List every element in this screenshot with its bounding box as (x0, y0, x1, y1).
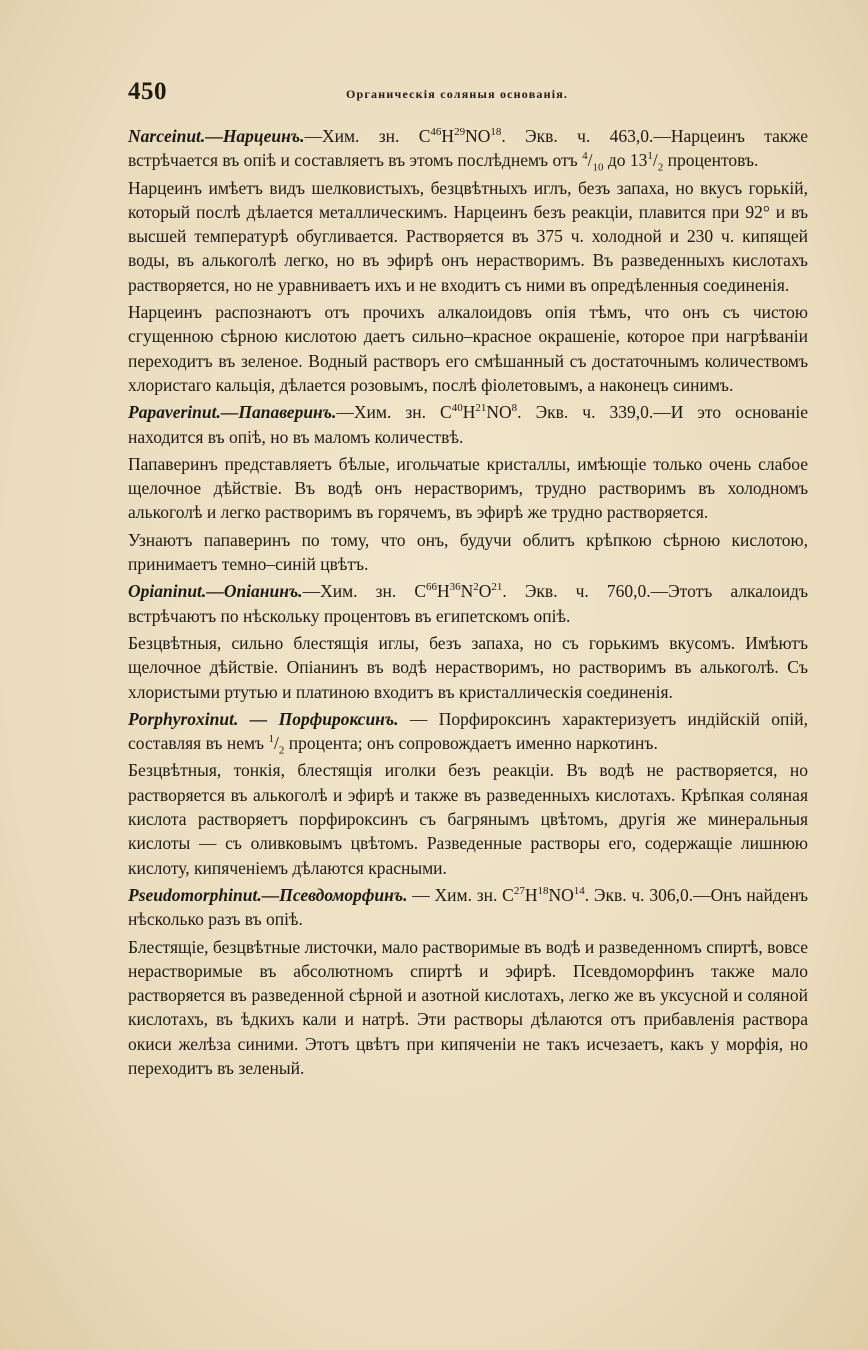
entry-text: NO (465, 126, 491, 146)
subscript-c: 40 (451, 402, 463, 415)
entry-text: . Экв. ч. 463,0.—Нарцеинъ также встрѣчается въ опіѣ и составляетъ въ этомъ послѣднемъ отъ (128, 126, 808, 171)
entry-text: —Хим. зн. C (336, 402, 452, 423)
paragraph-papaverin-properties: Папаверинъ представляетъ бѣлые, игольчатые кристаллы, имѣющіе только очень слабое щелочное дѣйствіе. Въ водѣ онъ нерастворимъ, трудно растворимъ въ холодномъ алькоголѣ и легко растворимъ въ горячемъ, въ эфирѣ же трудно растворяется. (128, 453, 808, 523)
entry-text: NO (486, 402, 512, 423)
running-head: Органическія соляныя основанія. (346, 87, 569, 101)
paragraph-pseudomorphin-properties: Блестящіе, безцвѣтные листочки, мало растворимые въ водѣ и разведенномъ спиртѣ, вовсе нерастворимые въ абсолютномъ спиртѣ и эфирѣ. Псевдоморфинъ также мало растворяется въ разведенной сѣрной и азотной кислотахъ, легко же въ уксусной и соляной кислотахъ, въ ѣдкихъ кали и натрѣ. Эти растворы дѣлаются отъ прибавленія раствора окиси желѣза синими. Этотъ цвѣтъ при кипяченіи не такъ исчезаетъ, какъ у морфія, но переходитъ въ зеленый. (128, 936, 808, 1078)
latin-name: Porphyroxinut. (128, 708, 239, 729)
page-number: 450 (128, 78, 167, 105)
subscript-c: 27 (513, 885, 525, 898)
separator: — (205, 126, 223, 146)
page-text (128, 124, 808, 1083)
entry-text: NO (548, 884, 574, 905)
entry-text: — Хим. зн. C (407, 884, 514, 905)
entry-text: . Экв. ч. 306,0.—Онъ найденъ нѣсколько разъ въ опіѣ. (128, 884, 808, 930)
subscript-o: 18 (490, 126, 502, 139)
entry-text: H (437, 581, 450, 602)
fraction-slash: / (273, 733, 279, 754)
latin-name: Papaverinut. (128, 402, 221, 423)
entry-text: H (441, 126, 455, 146)
entry-text: N (460, 581, 474, 602)
paragraph-narcein-detection: Нарцеинъ распознаютъ отъ прочихъ алкалоидовъ опія тѣмъ, что онъ съ чистою сгущенною сѣрною кислотою даетъ сильно–красное окрашеніе, которое при нагрѣваніи переходитъ въ зеленое. Водный растворъ его смѣшанный съ достаточнымъ количествомъ хлористаго кальція, дѣлается розовымъ, послѣ фіолетовымъ, а наконецъ синимъ. (128, 302, 808, 395)
entry-papaverin (128, 400, 808, 449)
entry-narcein (128, 124, 808, 173)
russian-name: Псевдоморфинъ. (279, 884, 408, 905)
subscript-h: 36 (449, 581, 461, 594)
subscript-o: 21 (491, 581, 503, 594)
entry-text: H (524, 884, 538, 905)
subscript-h: 21 (475, 402, 487, 415)
subscript-c: 66 (426, 581, 437, 594)
subscript-o: 14 (573, 885, 585, 898)
entry-text: — Порфироксинъ характеризуетъ индійскій опій, составляя въ немъ (128, 708, 808, 754)
latin-name: Opianinut. (128, 581, 207, 602)
entry-text: H (462, 402, 476, 423)
entry-text: . Экв. ч. 760,0.—Этотъ алкалоидъ встрѣчаютъ по нѣскольку процентовъ въ египетскомъ опіѣ. (128, 581, 809, 626)
russian-name: Папаверинъ. (238, 402, 337, 423)
fraction-numerator: 1 (268, 733, 274, 746)
separator: — (206, 581, 224, 602)
page-header (128, 78, 808, 110)
entry-opianin (128, 579, 808, 628)
entry-text: процента; онъ сопровождаетъ именно наркотинъ. (284, 733, 658, 754)
subscript-o: 8 (511, 402, 518, 415)
fraction-slash: / (652, 150, 658, 171)
entry-text: до 13 (603, 150, 648, 171)
fraction-numerator: 1 (647, 150, 653, 163)
subscript-h: 29 (454, 126, 466, 139)
russian-name: Нарцеинъ. (222, 126, 305, 146)
entry-text: O (478, 581, 492, 602)
paragraph-opianin-properties: Безцвѣтныя, сильно блестящія иглы, безъ запаха, но съ горькимъ вкусомъ. Имѣютъ щелочное дѣйствіе. Опіанинъ въ водѣ нерастворимъ, но растворимъ въ алькоголѣ. Съ хлористыми ртутью и платиною входитъ въ кристаллическія соединенія. (128, 632, 808, 702)
russian-name: Порфироксинъ. (278, 708, 399, 729)
subscript-c: 46 (430, 126, 442, 139)
paragraph-narcein-properties: Нарцеинъ имѣетъ видъ шелковистыхъ, безцвѣтныхъ иглъ, безъ запаха, но вкусъ горькій, который послѣ дѣлается металлическимъ. Нарцеинъ безъ реакціи, плавится при 92° и въ высшей температурѣ обугливается. Растворяется въ 375 ч. холодной и 230 ч. кипящей воды, въ алькоголѣ легко, но въ эфирѣ онъ нерастворимъ. Въ разведенныхъ кислотахъ растворяется, но не уравниваетъ ихъ и не входитъ съ ними въ опредѣленныя соединенія. (128, 177, 808, 295)
entry-text: —Хим. зн. C (304, 126, 431, 146)
separator: — (238, 708, 279, 729)
entry-pseudomorphin (128, 883, 808, 932)
fraction-denominator: 2 (278, 744, 285, 757)
latin-name: Pseudomorphinut. (128, 884, 262, 905)
separator: — (261, 884, 280, 905)
paragraph-porphyroxin-properties: Безцвѣтныя, тонкія, блестящія иголки безъ реакціи. Въ водѣ не растворяется, но растворяется въ алькоголѣ и эфирѣ и также въ разведенныхъ кислотахъ. Крѣпкая соляная кислота растворяетъ порфироксинъ съ багрянымъ цвѣтомъ, другія же минеральныя кислоты — съ оливковымъ цвѣтомъ. Разведенные растворы его, содержащіе лишнюю кислоту, кипяченіемъ дѣлаются красными. (128, 760, 808, 878)
fraction-slash: / (587, 150, 593, 171)
subscript-n: 2 (473, 581, 479, 594)
fraction-denominator: 2 (657, 161, 664, 174)
separator: — (220, 402, 239, 423)
russian-name: Опіанинъ. (223, 581, 303, 602)
fraction-denominator: 10 (592, 161, 604, 174)
entry-porphyroxin (128, 707, 808, 756)
latin-name: Narceinut. (128, 126, 206, 146)
entry-text: процентовъ. (663, 150, 759, 171)
paragraph-papaverin-detection: Узнаютъ папаверинъ по тому, что онъ, будучи облитъ крѣпкою сѣрною кислотою, принимаетъ темно–синій цвѣтъ. (128, 529, 808, 575)
entry-text: —Хим. зн. C (302, 581, 426, 602)
fraction-numerator: 4 (582, 150, 588, 163)
entry-text: . Экв. ч. 339,0.—И это основаніе находится въ опіѣ, но въ маломъ количествѣ. (128, 402, 808, 447)
subscript-h: 18 (537, 885, 549, 898)
